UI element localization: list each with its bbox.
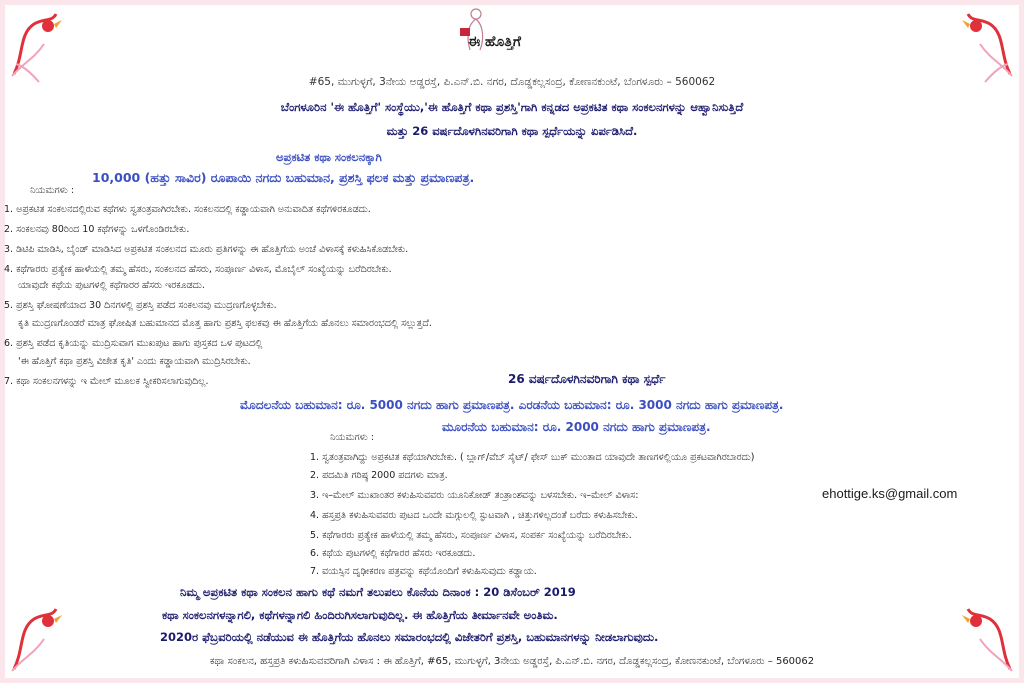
header-address: #65, ಮುಗುಳ್ಳಗೆ, 3ನೇಯ ಅಡ್ಡರಸ್ತೆ, ಪಿ.ಎನ್.ಬಿ. ನಗರ, ದೊಡ್ಡಕಲ್ಲಸಂದ್ರ, ಕೋಣನಕುಂಟೆ, ಬೆಂಗಳೂರು – 560062	[308, 76, 716, 88]
section2-rule: 3. ಇ–ಮೇಲ್ ಮುಖಾಂತರ ಕಳುಹಿಸುವವರು ಯೂನಿಕೋಡ್ ತಂತ್ರಾಂಶವನ್ನು ಬಳಸಬೇಕು. ಇ–ಮೇಲ್ ವಿಳಾಸ:	[310, 490, 639, 501]
section1-rule: 1. ಅಪ್ರಕಟಿತ ಸಂಕಲನದಲ್ಲಿರುವ ಕಥೆಗಳು ಸ್ವತಂತ್ರವಾಗಿರಬೇಕು. ಸಂಕಲನದಲ್ಲಿ ಕಡ್ಡಾಯವಾಗಿ ಅನುವಾದಿತ ಕಥೆಗಳಿರಕೂಡದು.	[4, 204, 371, 215]
closing-deadline: ನಿಮ್ಮ ಅಪ್ರಕಟಿತ ಕಥಾ ಸಂಕಲನ ಹಾಗು ಕಥೆ ನಮಗೆ ತಲುಪಲು ಕೊನೆಯ ದಿನಾಂಕ : 20 ಡಿಸೆಂಬರ್ 2019	[180, 585, 576, 599]
section1-rule-continued: ಯಾವುದೇ ಕಥೆಯ ಪುಟಗಳಲ್ಲಿ ಕಥೆಗಾರರ ಹೆಸರು ಇರಕೂಡದು.	[18, 280, 205, 291]
section2-rule: 5. ಕಥೆಗಾರರು ಪ್ರತ್ಯೇಕ ಹಾಳೆಯಲ್ಲಿ ತಮ್ಮ ಹೆಸರು, ಸಂಪೂರ್ಣ ವಿಳಾಸ, ಸಂಪರ್ಕ ಸಂಖ್ಯೆಯನ್ನು ಬರೆದಿರಬೇಕು.	[310, 530, 632, 541]
phoenix-bird-icon	[960, 4, 1020, 84]
section1-rule: 5. ಪ್ರಶಸ್ತಿ ಘೋಷಣೆಯಾದ 30 ದಿನಗಳಲ್ಲಿ ಪ್ರಶಸ್ತಿ ಪಡೆದ ಸಂಕಲನವು ಮುದ್ರಣಗೊಳ್ಳಬೇಕು.	[4, 300, 277, 311]
section1-rule: 4. ಕಥೆಗಾರರು ಪ್ರತ್ಯೇಕ ಹಾಳೆಯಲ್ಲಿ ತಮ್ಮ ಹೆಸರು, ಸಂಕಲನದ ಹೆಸರು, ಸಂಪೂರ್ಣ ವಿಳಾಸ, ಮೊಬೈಲ್ ಸಂಖ್ಯೆಯನ್ನು ಬರೆದಿರಬೇಕು.	[4, 264, 392, 275]
intro-line-1: ಬೆಂಗಳೂರಿನ 'ಈ ಹೊತ್ತಿಗೆ' ಸಂಸ್ಥೆಯು,'ಈ ಹೊತ್ತಿಗೆ ಕಥಾ ಪ್ರಶಸ್ತಿ'ಗಾಗಿ ಕನ್ನಡದ ಅಪ್ರಕಟಿತ ಕಥಾ ಸಂಕಲನಗಳನ್ನು ಆಹ್ವಾನಿಸುತ್ತಿದೆ	[280, 100, 744, 114]
phoenix-bird-icon	[960, 599, 1020, 679]
closing-award-event: 2020ರ ಫೆಬ್ರವರಿಯಲ್ಲಿ ನಡೆಯುವ ಈ ಹೊತ್ತಿಗೆಯ ಹೊನಲು ಸಮಾರಂಭದಲ್ಲಿ ವಿಜೇತರಿಗೆ ಪ್ರಶಸ್ತಿ, ಬಹುಮಾನಗಳನ್ನು ನೀಡಲಾಗುವುದು.	[160, 630, 659, 644]
contact-email: ehottige.ks@gmail.com	[822, 486, 958, 501]
section1-rules-label: ನಿಯಮಗಳು :	[30, 185, 75, 196]
logo	[440, 6, 590, 56]
section2-rule: 2. ಪದಮಿತಿ ಗರಿಷ್ಠ 2000 ಪದಗಳು ಮಾತ್ರ.	[310, 470, 448, 481]
section1-heading: ಅಪ್ರಕಟಿತ ಕಥಾ ಸಂಕಲನಕ್ಕಾಗಿ	[276, 150, 382, 164]
section1-rule: 7. ಕಥಾ ಸಂಕಲನಗಳನ್ನು ಇ ಮೇಲ್ ಮೂಲಕ ಸ್ವೀಕರಿಸಲಾಗುವುದಿಲ್ಲ.	[4, 376, 209, 387]
section1-rule: 2. ಸಂಕಲನವು 80ರಿಂದ 10 ಕಥೆಗಳನ್ನು ಒಳಗೊಂಡಿರಬೇಕು.	[4, 224, 190, 235]
section2-rule: 1. ಸ್ವತಂತ್ರವಾಗಿದ್ದು ಅಪ್ರಕಟಿತ ಕಥೆಯಾಗಿರಬೇಕು. ( ಬ್ಲಾಗ್/ವೆಬ್ ಸೈಟ್/ ಫೇಸ್ ಬುಕ್ ಮುಂತಾದ ಯಾವುದೇ ತಾಣಗಳಲ್ಲಿಯೂ ಪ್ರಕಟವಾಗಿರಬಾರದು)	[310, 452, 755, 463]
section1-rule-continued: ಕೃತಿ ಮುದ್ರಣಗೊಂಡರೆ ಮಾತ್ರ ಘೋಷಿತ ಬಹುಮಾನದ ಮೊತ್ತ ಹಾಗು ಪ್ರಶಸ್ತಿ ಫಲಕವು ಈ ಹೊತ್ತಿಗೆಯ ಹೊನಲು ಸಮಾರಂಭದಲ್ಲಿ ಸಲ್ಲುತ್ತದೆ.	[18, 318, 432, 329]
section2-rule: 4. ಹಸ್ತಪ್ರತಿ ಕಳುಹಿಸುವವರು ಪುಟದ ಒಂದೇ ಮಗ್ಗುಲಲ್ಲಿ ಸ್ಫುಟವಾಗಿ , ಚಿತ್ತುಗಳಿಲ್ಲದಂತೆ ಬರೆದು ಕಳುಹಿಸಬೇಕು.	[310, 510, 638, 521]
phoenix-bird-icon	[4, 599, 64, 679]
section1-rule: 3. ಡಿಟಿಪಿ ಮಾಡಿಸಿ, ಬೈಂಡ್ ಮಾಡಿಸಿದ ಅಪ್ರಕಟಿತ ಸಂಕಲನದ ಮೂರು ಪ್ರತಿಗಳನ್ನು ಈ ಹೊತ್ತಿಗೆಯ ಅಂಚೆ ವಿಳಾಸಕ್ಕೆ ಕಳುಹಿಸಿಕೊಡಬೇಕು.	[4, 244, 409, 255]
section1-rule: 6. ಪ್ರಶಸ್ತಿ ಪಡೆದ ಕೃತಿಯನ್ನು ಮುದ್ರಿಸುವಾಗ ಮುಖಪುಟ ಹಾಗು ಪುಸ್ತಕದ ಒಳ ಪುಟದಲ್ಲಿ	[4, 338, 263, 349]
logo-text: ಈ ಹೊತ್ತಿಗೆ	[468, 34, 521, 50]
section2-rule: 7. ವಯಸ್ಸಿನ ದೃಢೀಕರಣ ಪತ್ರವನ್ನು ಕಥೆಯೊಂದಿಗೆ ಕಳುಹಿಸುವುದು ಕಡ್ಡಾಯ.	[310, 566, 537, 577]
section1-rule-continued: 'ಈ ಹೊತ್ತಿಗೆ ಕಥಾ ಪ್ರಶಸ್ತಿ ವಿಜೇತ ಕೃತಿ' ಎಂದು ಕಡ್ಡಾಯವಾಗಿ ಮುದ್ರಿಸಿರಬೇಕು.	[18, 356, 251, 367]
section2-rules-label: ನಿಯಮಗಳು :	[330, 432, 375, 443]
phoenix-bird-icon	[4, 4, 64, 84]
section2-prize-line-1: ಮೊದಲನೆಯ ಬಹುಮಾನ: ರೂ. 5000 ನಗದು ಹಾಗು ಪ್ರಮಾಣಪತ್ರ. ಎರಡನೆಯ ಬಹುಮಾನ: ರೂ. 3000 ನಗದು ಹಾಗು ಪ್ರಮಾಣಪತ್ರ.	[240, 398, 784, 412]
section2-heading: 26 ವರ್ಷದೊಳಗಿನವರಿಗಾಗಿ ಕಥಾ ಸ್ಪರ್ಧೆ	[508, 372, 666, 386]
section2-prize-line-2: ಮೂರನೆಯ ಬಹುಮಾನ: ರೂ. 2000 ನಗದು ಹಾಗು ಪ್ರಮಾಣಪತ್ರ.	[442, 420, 711, 434]
intro-line-2: ಮತ್ತು 26 ವರ್ಷದೊಳಗಿನವರಿಗಾಗಿ ಕಥಾ ಸ್ಪರ್ಧೆಯನ್ನು ಏರ್ಪಡಿಸಿದೆ.	[386, 124, 638, 138]
section2-rule: 6. ಕಥೆಯ ಪುಟಗಳಲ್ಲಿ ಕಥೆಗಾರರ ಹೆಸರು ಇರಕೂಡದು.	[310, 548, 476, 559]
closing-no-return: ಕಥಾ ಸಂಕಲನಗಳನ್ನಾಗಲಿ, ಕಥೆಗಳನ್ನಾಗಲಿ ಹಿಂದಿರುಗಿಸಲಾಗುವುದಿಲ್ಲ. ಈ ಹೊತ್ತಿಗೆಯ ತೀರ್ಮಾನವೇ ಅಂತಿಮ.	[162, 608, 558, 622]
footer-address: ಕಥಾ ಸಂಕಲನ, ಹಸ್ತಪ್ರತಿ ಕಳುಹಿಸುವವರಿಗಾಗಿ ವಿಳಾಸ : ಈ ಹೊತ್ತಿಗೆ, #65, ಮುಗುಳ್ಳಗೆ, 3ನೇಯ ಅಡ್ಡರಸ್ತೆ, ಪಿ.ಎನ್.ಬಿ. ನಗರ, ದೊಡ್ಡಕಲ್ಲಸಂದ್ರ, ಕೋಣನಕುಂಟೆ, ಬೆಂಗಳೂರು – 560062	[209, 656, 815, 667]
section1-prize: 10,000 (ಹತ್ತು ಸಾವಿರ) ರೂಪಾಯಿ ನಗದು ಬಹುಮಾನ, ಪ್ರಶಸ್ತಿ ಫಲಕ ಮತ್ತು ಪ್ರಮಾಣಪತ್ರ.	[92, 170, 475, 185]
